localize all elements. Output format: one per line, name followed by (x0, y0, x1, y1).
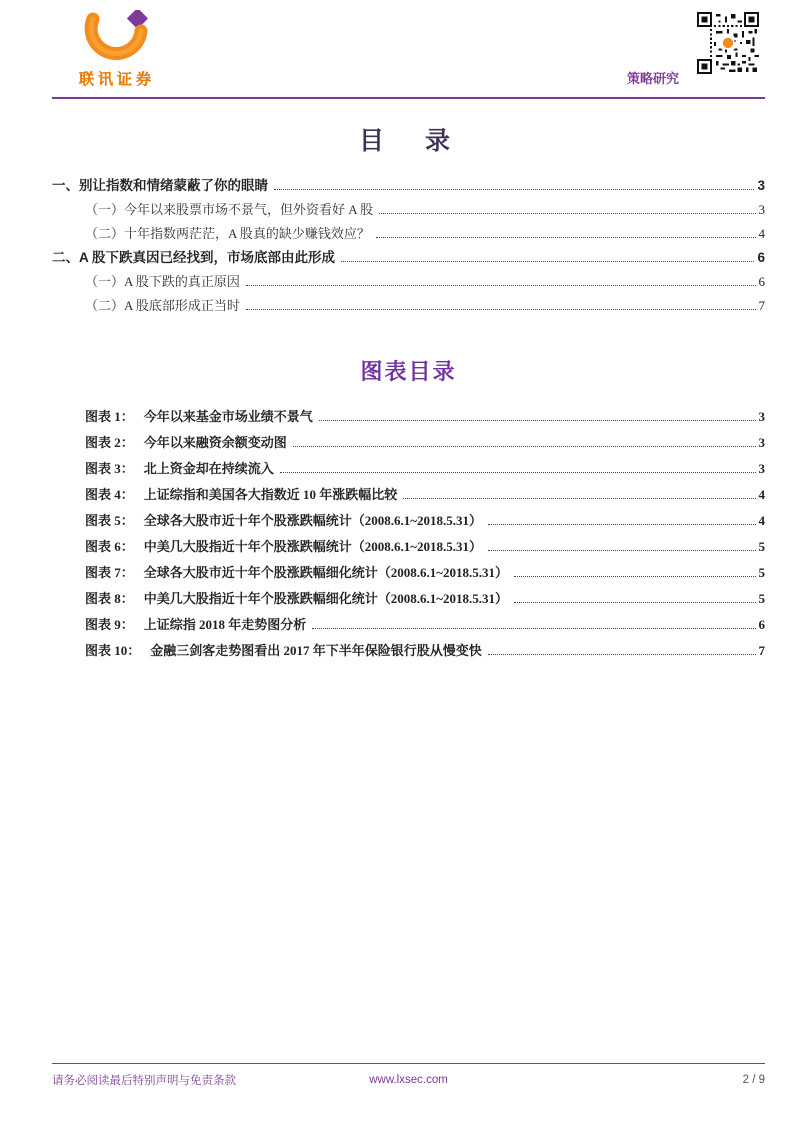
figures-title: 图表目录 (360, 359, 457, 384)
toc-entry-title: 一、别让指数和情绪蒙蔽了你的眼睛 (52, 178, 268, 193)
dotted-leader (319, 420, 756, 421)
brand-logo-icon (78, 10, 156, 66)
toc-entry-title: （一）A 股下跌的真正原因 (85, 274, 240, 289)
figure-entry-label: 图表 8： (85, 591, 134, 606)
dotted-leader (514, 602, 755, 603)
figure-entry-label: 图表 4： (85, 487, 134, 502)
figure-entry-label: 图表 7： (85, 565, 134, 580)
figure-entry-title: 今年以来融资余额变动图 (143, 435, 287, 450)
dotted-leader (293, 446, 756, 447)
figure-entry-title: 金融三剑客走势图看出 2017 年下半年保险银行股从慢变快 (150, 643, 482, 658)
figure-entry-label: 图表 9： (85, 617, 134, 632)
figure-entry-page: 3 (758, 461, 765, 476)
dotted-leader (312, 628, 755, 629)
dotted-leader (488, 654, 756, 655)
header-divider (52, 97, 765, 99)
figure-entry[interactable] (52, 642, 765, 659)
figure-entry-title: 中美几大股指近十年个股涨跌幅统计（2008.6.1~2018.5.31） (143, 539, 483, 554)
figure-entry-page: 5 (758, 591, 765, 606)
figure-entry-page: 7 (758, 643, 765, 658)
figure-entry-label: 图表 6： (85, 539, 134, 554)
figure-entry-label: 图表 1： (85, 409, 134, 424)
footer-disclaimer: 请务必阅读最后特别声明与免责条款 (52, 1075, 236, 1087)
figure-entry[interactable] (52, 486, 765, 503)
figure-entry-title: 上证综指和美国各大指数近 10 年涨跌幅比较 (143, 487, 398, 502)
toc-entry-page: 3 (757, 178, 765, 193)
toc-list (52, 177, 765, 321)
footer-divider (52, 1063, 765, 1064)
figure-entry-page: 5 (758, 539, 765, 554)
figure-entry-page: 5 (758, 565, 765, 580)
figure-entry-label: 图表 10： (85, 643, 141, 658)
figure-entry[interactable] (52, 616, 765, 633)
dotted-leader (376, 237, 756, 238)
figure-entry-page: 3 (758, 409, 765, 424)
dotted-leader (488, 550, 755, 551)
figure-entry[interactable] (52, 460, 765, 477)
figure-entry[interactable] (52, 564, 765, 581)
figure-entry-title: 全球各大股市近十年个股涨跌幅统计（2008.6.1~2018.5.31） (143, 513, 483, 528)
footer-page-indicator: 2 / 9 (742, 1074, 766, 1086)
brand-name: 联讯证券 (78, 71, 155, 88)
dotted-leader (341, 261, 754, 262)
footer-website-link[interactable]: www.lxsec.com (369, 1074, 448, 1086)
toc-entry-title: （二）十年指数两茫茫，A 股真的缺少赚钱效应？ (85, 226, 370, 241)
figure-entry-title: 今年以来基金市场业绩不景气 (143, 409, 313, 424)
dotted-leader (379, 213, 755, 214)
figure-entry[interactable] (52, 408, 765, 425)
figure-entry-label: 图表 2： (85, 435, 134, 450)
toc-entry[interactable] (52, 201, 765, 218)
qr-code-icon (691, 12, 765, 74)
figure-entry[interactable] (52, 590, 765, 607)
dotted-leader (246, 309, 756, 310)
page-footer (52, 1063, 765, 1088)
figure-entry-label: 图表 5： (85, 513, 134, 528)
figure-entry-title: 中美几大股指近十年个股涨跌幅细化统计（2008.6.1~2018.5.31） (143, 591, 509, 606)
toc-entry-title: （一）今年以来股票市场不景气，但外资看好 A 股 (85, 202, 374, 217)
toc-entry-page: 6 (758, 274, 765, 289)
toc-entry-title: 二、A 股下跌真因已经找到，市场底部由此形成 (52, 250, 335, 265)
toc-entry[interactable] (52, 225, 765, 242)
toc-entry[interactable] (52, 177, 765, 194)
toc-entry-page: 6 (757, 250, 765, 265)
toc-title: 目 录 (358, 127, 458, 155)
dotted-leader (488, 524, 755, 525)
toc-entry[interactable] (52, 273, 765, 290)
dotted-leader (514, 576, 755, 577)
dotted-leader (246, 285, 756, 286)
figure-entry-page: 4 (758, 513, 765, 528)
figure-entry[interactable] (52, 538, 765, 555)
toc-entry-page: 7 (758, 298, 765, 313)
page-header (52, 10, 765, 95)
figure-entry-page: 3 (758, 435, 765, 450)
dotted-leader (280, 472, 756, 473)
figure-entry[interactable] (52, 512, 765, 529)
dotted-leader (274, 189, 754, 190)
figure-entry-title: 北上资金却在持续流入 (143, 461, 274, 476)
toc-entry[interactable] (52, 297, 765, 314)
figure-entry-title: 上证综指 2018 年走势图分析 (143, 617, 307, 632)
figure-entry-label: 图表 3： (85, 461, 134, 476)
figures-list (52, 408, 765, 668)
dotted-leader (403, 498, 755, 499)
report-type-label: 策略研究 (626, 71, 679, 86)
toc-entry-page: 4 (758, 226, 765, 241)
figure-entry-page: 6 (758, 617, 765, 632)
figure-entry-page: 4 (758, 487, 765, 502)
figure-entry[interactable] (52, 434, 765, 451)
toc-entry-title: （二）A 股底部形成正当时 (85, 298, 240, 313)
figure-entry-title: 全球各大股市近十年个股涨跌幅细化统计（2008.6.1~2018.5.31） (143, 565, 509, 580)
brand-logo (52, 10, 182, 89)
toc-entry[interactable] (52, 249, 765, 266)
toc-entry-page: 3 (758, 202, 765, 217)
